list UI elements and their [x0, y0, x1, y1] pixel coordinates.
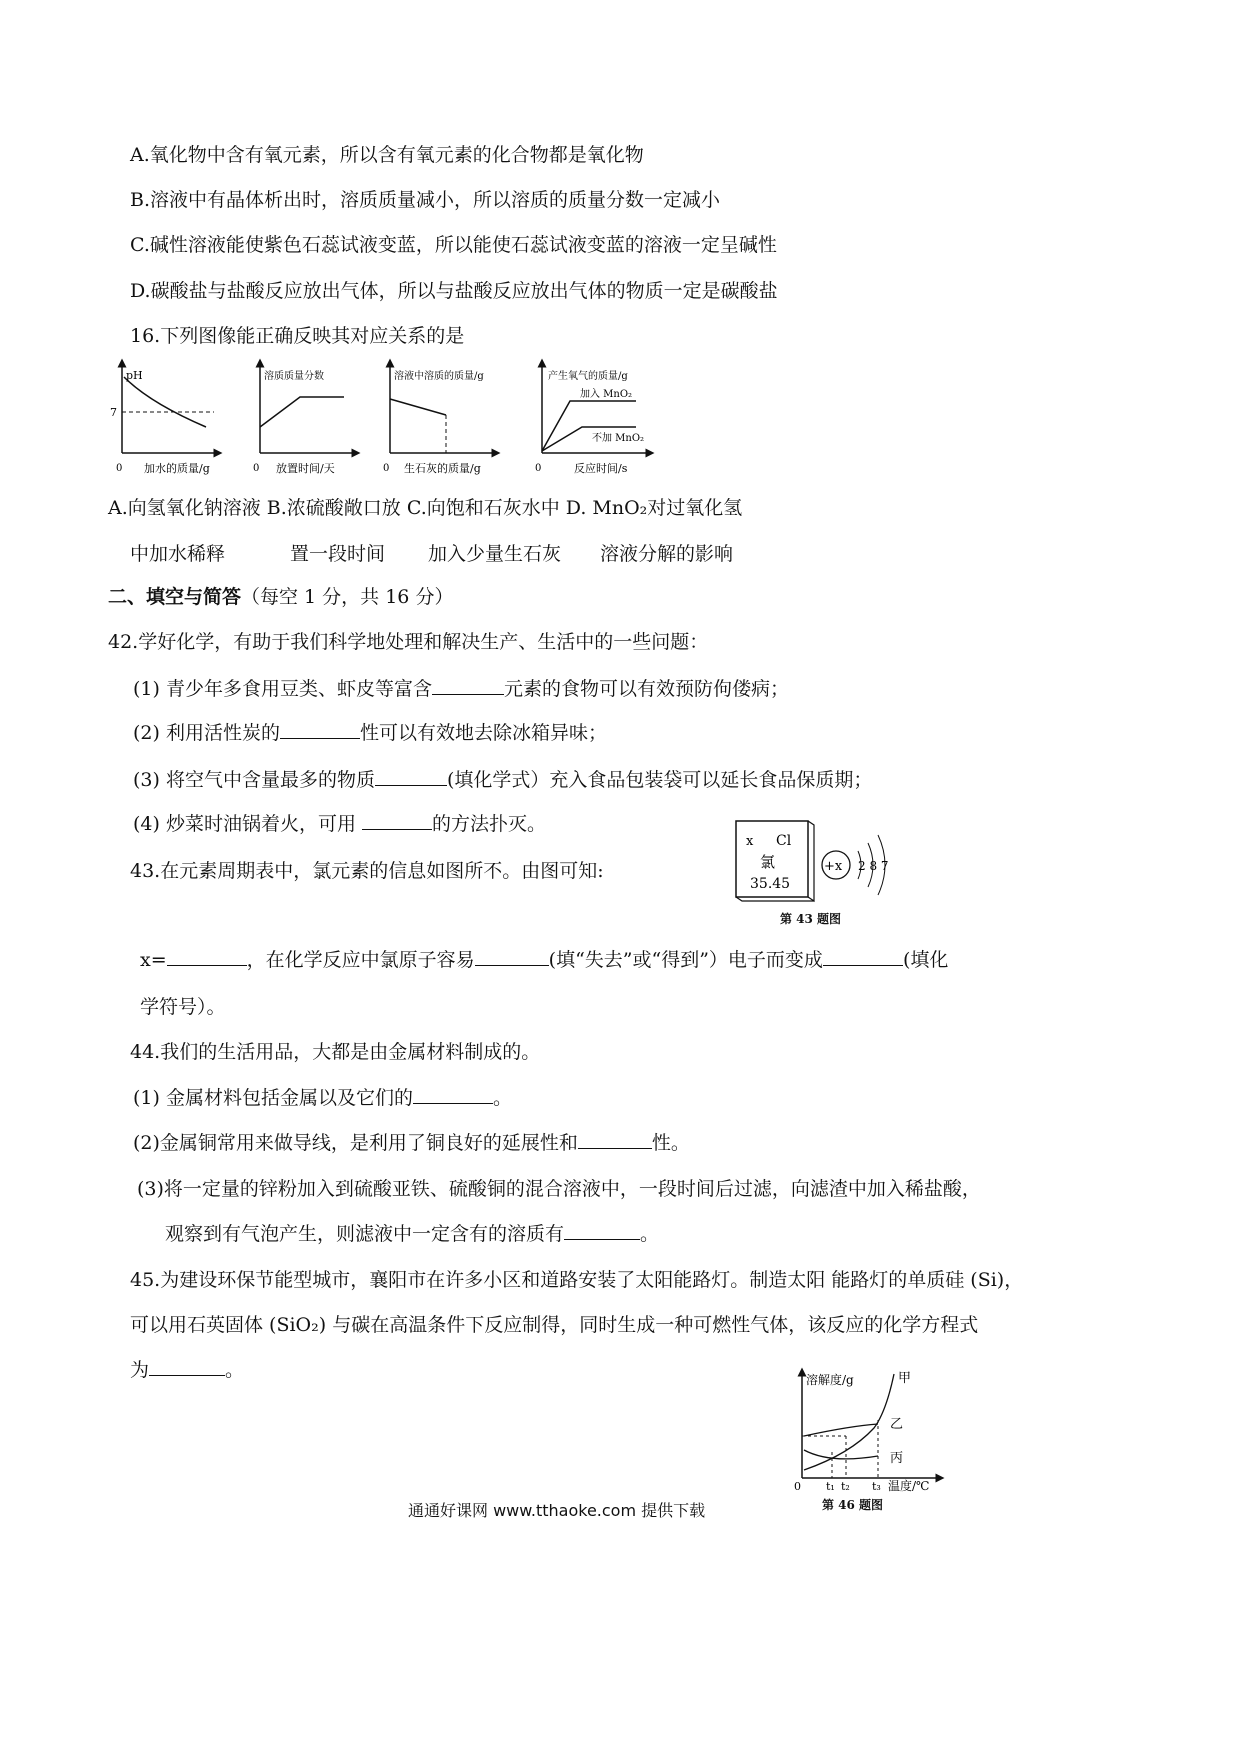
graph-b	[253, 363, 356, 475]
q43-blank-2[interactable]	[475, 947, 549, 966]
label-yi: 乙	[890, 1417, 904, 1432]
q42-sub2-text-end: 性可以有效地去除冰箱异味；	[359, 722, 607, 744]
sol-origin: 0	[794, 1480, 801, 1493]
q43-blank-3[interactable]	[823, 947, 903, 966]
tick-t3: t₃	[872, 1480, 881, 1493]
q44-sub2-text-end: 性。	[651, 1132, 690, 1154]
graph-c-xlabel: 生石灰的质量/g	[404, 462, 481, 475]
graph-a-xlabel: 加水的质量/g	[144, 462, 210, 475]
q45-line3	[130, 1357, 244, 1383]
q43-text-2: (填“失去”或“得到”）电子而变成	[548, 949, 823, 971]
q44-blank-3[interactable]	[564, 1221, 640, 1240]
q16-opt-b-cont: 置一段时间	[290, 543, 386, 565]
q43-x-label: x=	[140, 949, 167, 971]
element-mass: 35.45	[750, 876, 791, 892]
q42-sub2-text: (2) 利用活性炭的	[133, 722, 280, 744]
q44-sub3-cont-end: 。	[640, 1223, 660, 1245]
q44-blank-2[interactable]	[578, 1130, 652, 1149]
graph-d-curve1: 加入 MnO₂	[580, 389, 633, 400]
sol-ylabel: 溶解度/g	[806, 1373, 854, 1387]
electron-shells: 2 8 7	[858, 859, 889, 873]
q16-opt-a-cont: 中加水稀释	[130, 543, 226, 565]
q43-answer-line1	[140, 947, 948, 973]
q42-sub3-text-end: (填化学式）充入食品包装袋可以延长食品保质期；	[446, 769, 873, 791]
graph-d-ylabel: 产生氧气的质量/g	[548, 371, 628, 382]
element-x: x	[746, 834, 754, 849]
tick-t2: t₂	[841, 1480, 850, 1493]
q43-stem: 43.在元素周期表中，氯元素的信息如图所不。由图可知:	[130, 860, 604, 882]
graph-a-ref: 7	[110, 406, 117, 419]
q45-line3-end: 。	[225, 1359, 245, 1381]
label-jia: 甲	[898, 1371, 912, 1386]
q42-blank-4[interactable]	[362, 811, 432, 830]
q42-sub4	[133, 811, 546, 837]
q42-blank-2[interactable]	[280, 720, 360, 739]
q42-sub1-text-end: 元素的食物可以有效预防佝偻病；	[503, 678, 789, 700]
graph-a-origin: 0	[116, 463, 123, 474]
q15-option-d: D.碳酸盐与盐酸反应放出气体，所以与盐酸反应放出气体的物质一定是碳酸盐	[130, 280, 778, 302]
q15-option-a: A.氧化物中含有氧元素，所以含有氧元素的化合物都是氧化物	[130, 144, 644, 166]
q42-sub1-text: (1) 青少年多食用豆类、虾皮等富含	[133, 678, 432, 700]
q44-sub3-cont-text: 观察到有气泡产生，则滤液中一定含有的溶质有	[165, 1223, 565, 1245]
q45-line2: 可以用石英固体 (SiO₂) 与碳在高温条件下反应制得，同时生成一种可燃性气体，该反应的化学方程式	[130, 1314, 979, 1336]
q43-answer-line2: 学符号）。	[140, 996, 226, 1018]
graph-d-curve2: 不加 MnO₂	[592, 433, 645, 444]
q43-text-1: ，在化学反应中氯原子容易	[246, 949, 475, 971]
q45-line1: 45.为建设环保节能型城市，襄阳市在许多小区和道路安装了太阳能路灯。制造太阳 能路灯的单质硅 (Si)，	[130, 1269, 1024, 1291]
graph-b-origin: 0	[253, 463, 260, 474]
tick-t1: t₁	[826, 1480, 835, 1493]
q15-option-c: C.碱性溶液能使紫色石蕊试液变蓝，所以能使石蕊试液变蓝的溶液一定呈碱性	[130, 234, 777, 256]
nucleus-label: +x	[824, 859, 843, 874]
q15-option-b: B.溶液中有晶体析出时，溶质质量减小，所以溶质的质量分数一定减小	[130, 189, 721, 211]
q42-sub3-text: (3) 将空气中含量最多的物质	[133, 769, 375, 791]
q44-sub3: (3)将一定量的锌粉加入到硫酸亚铁、硫酸铜的混合溶液中，一段时间后过滤，向滤渣中加入稀盐酸，	[137, 1178, 981, 1200]
curve-bing	[804, 1450, 878, 1459]
q42-sub3	[133, 767, 872, 793]
q16-options-line1: A.向氢氧化钠溶液 B.浓硫酸敞口放 C.向饱和石灰水中 D. MnO₂对过氧化氢	[108, 497, 743, 519]
q16-opt-d-cont: 溶液分解的影响	[600, 543, 734, 565]
q42-sub2	[133, 720, 607, 746]
q45-blank-1[interactable]	[149, 1357, 225, 1376]
q43-figure	[730, 815, 910, 910]
q46-caption: 第 46 题图	[822, 1498, 884, 1512]
q44-sub2-text: (2)金属铜常用来做导线，是利用了铜良好的延展性和	[133, 1132, 578, 1154]
q43-text-3: (填化	[902, 949, 949, 971]
element-symbol: Cl	[776, 833, 792, 849]
graph-a	[110, 363, 218, 475]
section-note: （每空 1 分，共 16 分）	[241, 586, 454, 608]
sol-xlabel: 温度/℃	[888, 1479, 930, 1493]
q42-stem: 42.学好化学，有助于我们科学地处理和解决生产、生活中的一些问题：	[108, 631, 709, 653]
q44-sub2	[133, 1130, 690, 1156]
q45-line3-text: 为	[130, 1359, 150, 1381]
q44-stem: 44.我们的生活用品，大都是由金属材料制成的。	[130, 1041, 541, 1063]
q42-sub4-text: (4) 炒菜时油锅着火，可用	[133, 813, 362, 835]
q44-sub1-text-end: 。	[492, 1087, 512, 1109]
solubility-figure	[790, 1366, 950, 1494]
q42-blank-1[interactable]	[432, 676, 504, 695]
q43-caption: 第 43 题图	[780, 912, 842, 926]
q44-sub3-cont	[165, 1221, 659, 1247]
q44-sub1-text: (1) 金属材料包括金属以及它们的	[133, 1087, 413, 1109]
graph-d-origin: 0	[535, 463, 542, 474]
graph-c-origin: 0	[383, 463, 390, 474]
graph-d-xlabel: 反应时间/s	[574, 462, 628, 475]
q43-blank-1[interactable]	[167, 947, 247, 966]
label-bing: 丙	[890, 1451, 904, 1466]
q44-sub1	[133, 1085, 512, 1111]
graph-b-xlabel: 放置时间/天	[276, 462, 335, 475]
q42-blank-3[interactable]	[375, 767, 447, 786]
graph-a-ylabel: pH	[126, 369, 143, 382]
q42-sub1	[133, 676, 789, 702]
graph-d	[535, 363, 650, 475]
q16-graphs	[110, 355, 670, 480]
q16-stem: 16.下列图像能正确反映其对应关系的是	[130, 325, 465, 347]
element-name: 氯	[760, 853, 776, 871]
graph-c-ylabel: 溶液中溶质的质量/g	[394, 371, 484, 382]
graph-b-ylabel: 溶质质量分数	[264, 371, 324, 382]
section-heading	[108, 584, 453, 610]
q16-opt-c-cont: 加入少量生石灰	[428, 543, 562, 565]
footer-source: 通通好课网 www.tthaoke.com 提供下载	[408, 1501, 706, 1520]
section-title: 二、填空与简答	[108, 586, 242, 608]
graph-c	[383, 363, 496, 475]
q44-blank-1[interactable]	[413, 1085, 493, 1104]
q42-sub4-text-end: 的方法扑灭。	[432, 813, 547, 835]
